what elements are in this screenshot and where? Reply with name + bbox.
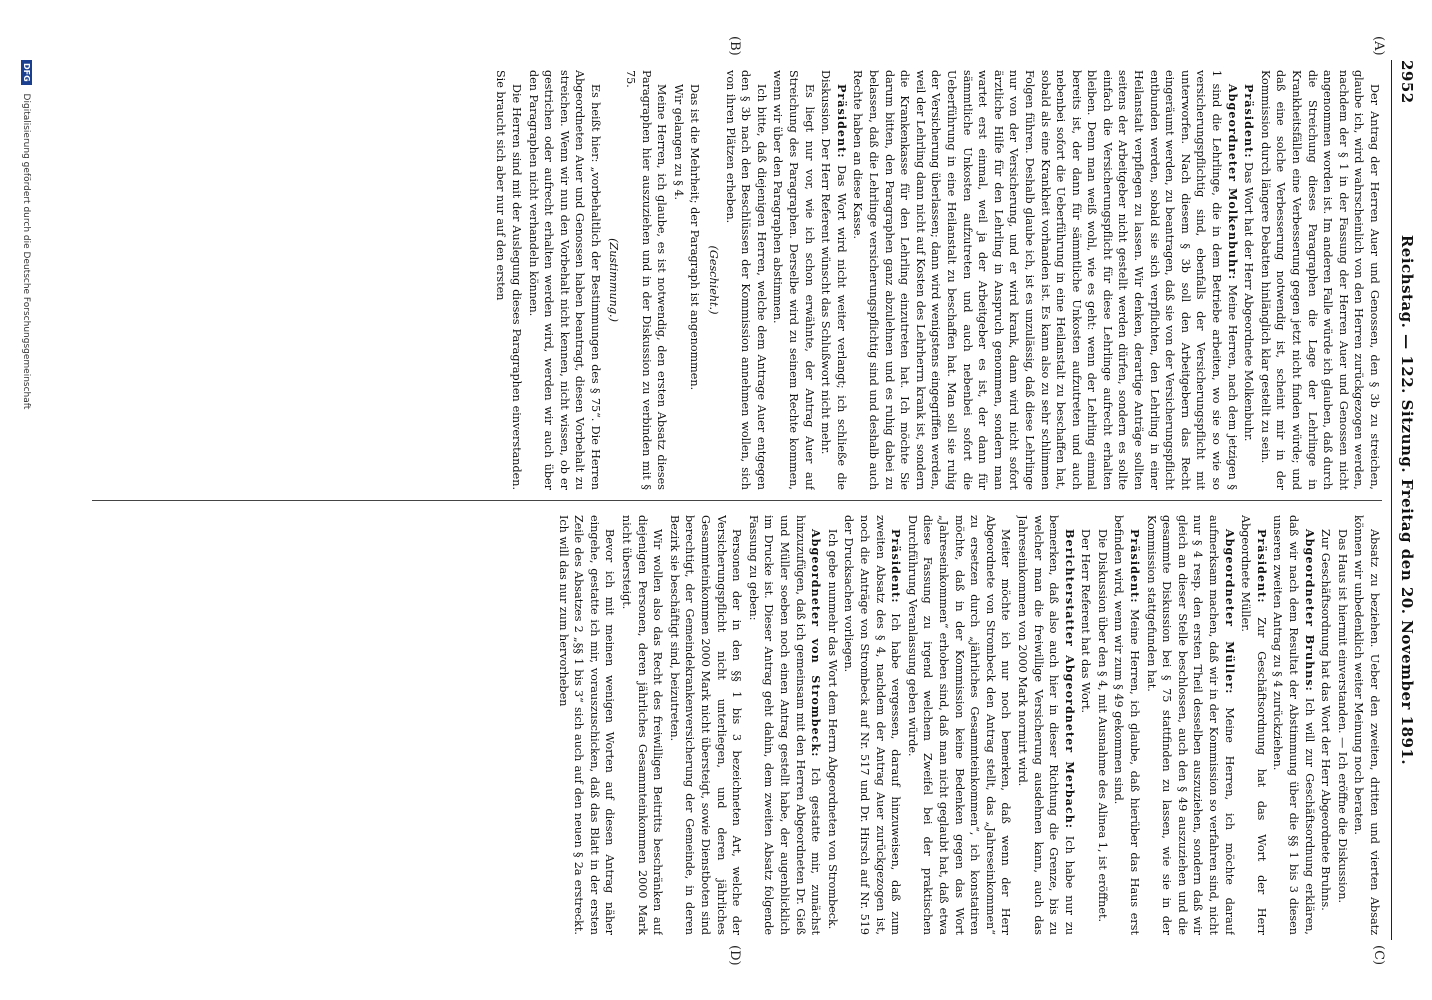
header-rule bbox=[1391, 60, 1392, 940]
paragraph bbox=[1318, 515, 1334, 935]
paragraph bbox=[1078, 515, 1094, 935]
paragraph bbox=[1111, 515, 1142, 935]
paragraph bbox=[493, 70, 524, 490]
paragraph-text: Ich habe vergessen, darauf hinzuweisen, daß zum zweiten Absatz des § 4, nachdem der Antrag Auer zurückgezogen ist, noch die Anträge von Strombeck auf Nr. 517 und Dr. Hirsch auf Nr. 519 der Drucksachen vorliegen. bbox=[842, 515, 903, 935]
paragraph-text: Zur Geschäftsordnung hat das Wort der Herr Abgeordnete Müller. bbox=[1239, 515, 1268, 935]
speaker-name: Präsident: bbox=[1128, 529, 1143, 604]
footer-text: Digitalisierung gefördert durch die Deutsche Forschungsgemeinschaft bbox=[21, 93, 31, 410]
paragraph bbox=[1334, 515, 1350, 935]
speaker-name: Berichterstatter Abgeordneter Merbach: bbox=[1062, 529, 1077, 829]
paragraph bbox=[606, 70, 622, 490]
page-footer bbox=[21, 60, 32, 940]
paragraph-text: Ich gebe nunmehr das Wort dem Herrn Abgeordneten von Strombeck. bbox=[825, 529, 839, 930]
paragraph-text: Es liegt nur vor, wie ich schon erwähnte, der Antrag Auer auf Streichung des Paragraphen. Derselbe wird zu seinem Rechte kommen, wenn wir über den Paragraphen abstimmen. bbox=[771, 70, 816, 490]
margin-marker-d: (D) bbox=[727, 945, 742, 966]
paragraph bbox=[623, 70, 670, 490]
paragraph-text: Das Wort hat der Herr Abgeordnete Molkenbuhr. bbox=[1242, 162, 1256, 442]
margin-marker-c: (C) bbox=[1371, 945, 1386, 966]
paragraph bbox=[841, 515, 903, 935]
paragraph bbox=[525, 70, 603, 490]
paragraph bbox=[1351, 515, 1382, 935]
speaker-name: Abgeordneter Müller: bbox=[1222, 529, 1237, 695]
paragraph-text: Personen der in den §§ 1 bis 3 bezeichneten Art, welche der Versicherungspflicht nicht unterliegen, und deren jährliches Gesammteinkommen 2000 Mark nicht übersteigt, sowie Dienstboten sind berechtigt, der Gemeindekrankenversicherung der Gemeinde, in deren Bezirk sie beschäftigt sind, beizutreten. bbox=[667, 515, 744, 935]
dfg-logo: DFG bbox=[21, 60, 32, 85]
speaker-name: Präsident: bbox=[1242, 84, 1257, 159]
speaker-name: Abgeordneter von Strombeck: bbox=[809, 529, 824, 758]
paragraph-text: (Zustimmung.) bbox=[607, 238, 621, 322]
paragraph bbox=[555, 515, 617, 935]
speaker-name: Präsident: bbox=[1254, 529, 1269, 604]
paragraph-text: Meine Herren, ich glaube, es ist notwendig, den ersten Absatz dieses Paragraphen hier auszuziehen und in der Diskussion zu verbinden mit § 75. bbox=[624, 70, 669, 490]
paragraph-text: Ich gestatte mir, zunächst hinzuzufügen, daß ich gemeinsam mit den Herren Abgeordneten Dr. Gieß und Müller soeben noch einen Antrag gestellt habe, der augenblicklich im Drucke ist. Dieser Antrag geht dahin, dem zweiten Absatz folgende Fassung zu geben: bbox=[746, 515, 823, 935]
page-header bbox=[1396, 60, 1416, 940]
paragraph-text: Zur Geschäftsordnung hat das Wort der Herr Abgeordnete Bruhns. bbox=[1319, 529, 1333, 911]
paragraph bbox=[705, 70, 721, 490]
paragraph bbox=[1270, 515, 1317, 935]
paragraph-text: Meine Herren, nach dem jetzigen § 1 sind die Lehrlinge, die in dem Betriebe arbeiten, wo sie so wie so versicherungspflichtig sind, ebenfalls der Versicherungspflicht mit unterworfen. Nach diesem § 3b soll den Arbeitgebern das Recht eingeräumt werden, zu beantragen, daß sie von der Versicherungspflicht entbunden werden, sobald sie sich verpflichten, den Lehrling in einer Heilanstalt verpflegen zu lassen. Wir denken, derartige Anträge sollten seitens der Arbeitgeber nicht gestellt werden dürfen, sondern es sollte einfach die Versicherungspflicht für diese Lehrlinge aufrecht erhalten bleiben. Denn man weiß wohl, wie es geht: wenn der Lehrling einmal bereits ist, der dann für sämmtliche Unkosten aufzutreten und auch nebenbei sofort die Ueberführung in eine Heilanstalt zu beschaffen hat, sobald als eine Krankheit vorhanden ist. Es kann also zu sehr schlimmen Folgen führen. Deshalb glaube ich, ist es unzulässig, daß diese Lehrlinge nur von der Versicherung, und er wird krank, dann wird nicht sofort ärztliche Hilfe für den Lehrling in Anspruch genommen, sondern man wartet erst einmal, weil ja der Arbeitgeber es ist, der dann für sämmtliche Unkosten aufzutreten und auch nebenbei sofort die Ueberführung in eine Heilanstalt zu beschaffen hat. Man soll sie ruhig der Versicherung überlassen; dann wird wenigstens eingegriffen werden, weil der Lehrling dann nicht auf Kosten des Lehrherrn krank ist, sondern die Krankenkasse für den Lehrling einzutreten hat. Ich möchte Sie darum bitten, den Paragraphen ganz abzulehnen und es ruhig dabei zu belassen, daß die Lehrlinge versicherungspflichtig sind und deshalb auch Rechte haben an diese Kasse. bbox=[851, 70, 1239, 490]
paragraph-text: Die Diskussion über den § 4, mit Ausnahme des Alinea 1, ist eröffnet. bbox=[1095, 529, 1109, 922]
column-divider bbox=[92, 500, 1382, 501]
paragraph bbox=[770, 70, 817, 490]
speaker-name: Abgeordneter Bruhns: bbox=[1302, 529, 1317, 692]
margin-marker-a: (A) bbox=[1371, 36, 1386, 56]
paragraph-text: Das Haus ist hiermit einverstanden. — Ich eröffne die Diskussion. bbox=[1335, 529, 1349, 904]
paragraph bbox=[904, 515, 1013, 935]
paragraph bbox=[850, 70, 1240, 490]
paragraph bbox=[1094, 515, 1110, 935]
paragraph-text: Das ist die Mehrheit; der Paragraph ist angenommen. bbox=[688, 84, 702, 391]
running-title: Reichstag. — 122. Sitzung. Freitag den 20. November 1891. bbox=[1398, 234, 1416, 766]
paragraph bbox=[1238, 515, 1269, 935]
paragraph bbox=[818, 70, 849, 490]
paragraph-text: Bevor ich mit meinen wenigen Worten auf diesen Antrag näher eingehe, gestatte ich mir, vorauszuschicken, daß das Blatt in der ersten Zeile des Absatzes 2 „§§ 1 bis 3“ sich auch auf den neuen § 2a erstreckt. Ich will das nur zum hervorheben bbox=[556, 515, 617, 935]
paragraph bbox=[670, 70, 686, 490]
paragraph-text: Die Herren sind mit der Auslegung dieses Paragraphen einverstanden. Sie braucht sich aber nur auf den ersten bbox=[494, 70, 523, 490]
paragraph bbox=[666, 515, 744, 935]
paragraph-text: Wir wollen also das Recht des freiwilligen Beitritts beschränken auf diejenigen Personen, deren jährliches Gesammteinkommen 2000 Mark nicht übersteigt. bbox=[620, 515, 665, 935]
paragraph bbox=[1257, 70, 1382, 490]
paragraph bbox=[745, 515, 823, 935]
paragraph-text: Wir gelangen zu § 4. bbox=[671, 84, 685, 201]
paragraph-text: Ich bitte, daß diejenigen Herren, welche dem Antrage Auer entgegen den § 3b nach den Beschlüssen der Kommission annehmen wollen, sich von ihren Plätzen erheben. bbox=[723, 70, 768, 490]
paragraph-text: Absatz zu beziehen. Ueber den zweiten, dritten und vierten Absatz können wir unbedenklich weiter Meinung noch beraten. bbox=[1352, 515, 1381, 935]
paragraph-text: Ich will zur Geschäftsordnung erklären, daß wir nach dem Resultat der Abstimmung über die §§ 1 bis 3 diesen unseren zweiten Antrag zu § 4 zurückziehen. bbox=[1271, 515, 1316, 935]
page-number: 2952 bbox=[1398, 60, 1416, 104]
paragraph bbox=[1014, 515, 1076, 935]
paragraph-text: Meine Herren, ich möchte darauf aufmerksam machen, daß wir in der Kommission so verfahren sind, nicht nur § 4 resp. den ersten Theil desselben auszuziehen, sondern daß wir gleich an dieser Stelle beschlossen, auch den § 49 auszuziehen und die gesammte Diskussion bei § 75 stattfinden zu lassen, wie sie in der Kommission stattgefunden hat. bbox=[1144, 515, 1236, 935]
paragraph bbox=[722, 70, 769, 490]
paragraph-text: Der Antrag der Herren Auer und Genossen, den § 3b zu streichen, glaube ich, wird wahrscheinlich von den Herren zurückgezogen werden, nachdem der § 1 in der Fassung der Herren Auer und Genossen nicht angenommen worden ist. Im anderen Falle würde ich glauben, daß durch die Streichung dieses Paragraphen die Lage der Lehrlinge in Krankheitsfällen eine Verbesserung gegen jetzt nicht finden würde; und daß eine solche Verbesserung notwendig ist, scheint mir in der Kommission durch längere Debatten hinlänglich klar gestellt zu sein. bbox=[1258, 70, 1381, 490]
paragraph bbox=[824, 515, 840, 935]
speaker-name: Abgeordneter Molkenbuhr: bbox=[1225, 84, 1240, 281]
paragraph bbox=[1143, 515, 1237, 935]
paragraph-text: Das Wort wird nicht weiter verlangt; ich schließe die Diskussion. Der Herr Referent wünscht das Schlußwort nicht mehr. bbox=[819, 70, 848, 490]
paragraph-text: Es heißt hier: „vorbehaltlich der Bestimmungen des § 75“. Die Herren Abgeordneten Auer und Genossen haben beantragt, diesen Vorbehalt zu streichen. Wenn wir nun den Vorbehalt nicht kennen, nicht wissen, ob er gestrichen oder aufrecht erhalten werden wird, werden wir auch über den Paragraphen nicht verhandeln können. bbox=[526, 70, 602, 490]
paragraph-text: Meiter möchte ich nur noch bemerken, daß wenn der Herr Abgeordnete von Strombeck den Antrag stellt, das „Jahreseinkommen“ zu ersetzen durch „jährliches Gesammteinkommen“, ich konstatiren möchte, daß in der Kommission keine Bedenken gegen das Wort „Jahreseinkommen“ erhoben sind, daß man nicht geglaubt hat, daß etwa diese Fassung zu irgend welchem Zweifel bei der praktischen Durchführung Veranlassung geben würde. bbox=[905, 515, 1013, 935]
left-text-column bbox=[82, 70, 1382, 490]
paragraph bbox=[1241, 70, 1257, 490]
speaker-name: Präsident: bbox=[889, 529, 904, 604]
paragraph bbox=[619, 515, 666, 935]
paragraph-text: Der Herr Referent hat das Wort. bbox=[1079, 529, 1093, 714]
paragraph bbox=[687, 70, 703, 490]
paragraph-text: Meine Herren, ich glaube, daß hierüber das Haus erst befinden wird, wenn wir zum § 49 gekommen sind. bbox=[1112, 515, 1142, 935]
right-text-column bbox=[82, 515, 1382, 935]
margin-marker-b: (B) bbox=[727, 36, 742, 56]
speaker-name: Präsident: bbox=[834, 84, 849, 159]
paragraph-text: Ich habe nur zu bemerken, daß also auch hier in dieser Richtung die Grenze, bis zu welcher man die freiwillige Versicherung ausdehnen kann, auch das Jahreseinkommen von 2000 Mark normirt wird. bbox=[1015, 515, 1076, 935]
paragraph-text: (Geschieht.) bbox=[707, 245, 721, 315]
